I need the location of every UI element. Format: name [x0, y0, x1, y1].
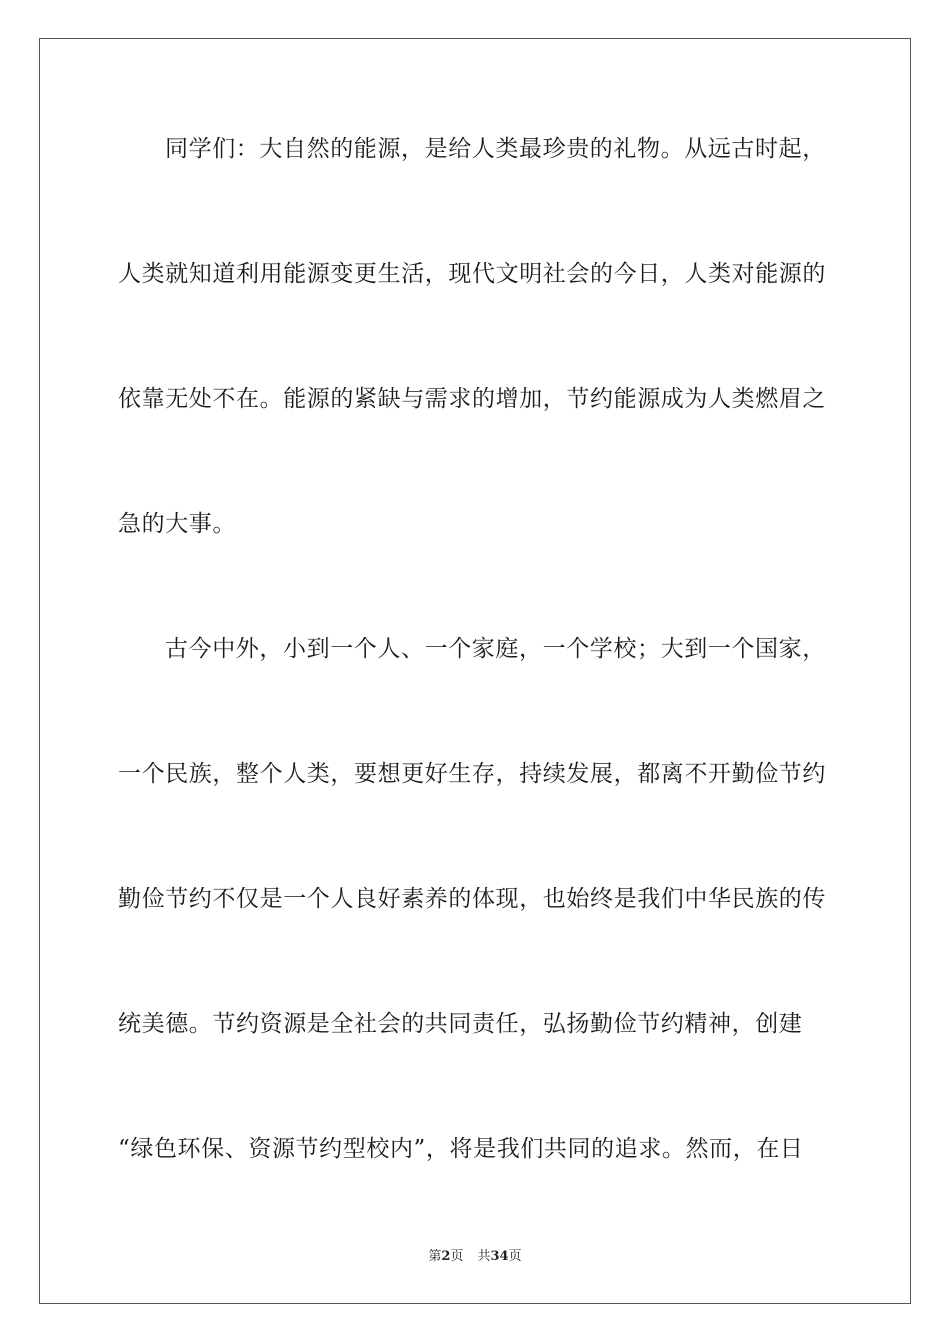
paragraph-2-line-3: 勤俭节约不仅是一个人良好素养的体现，也始终是我们中华民族的传: [118, 886, 826, 912]
footer-page-prefix: 第: [428, 1249, 442, 1264]
footer-total-suffix: 页: [508, 1249, 522, 1264]
paragraph-1-line-4: 急的大事。: [118, 511, 236, 537]
footer-page-number: 2: [441, 1249, 451, 1264]
paragraph-2-line-2: 一个民族，整个人类，要想更好生存，持续发展，都离不开勤俭节约: [118, 761, 826, 787]
paragraph-1-line-1: 同学们：大自然的能源，是给人类最珍贵的礼物。从远古时起，: [165, 136, 826, 162]
paragraph-1-line-3: 依靠无处不在。能源的紧缺与需求的增加，节约能源成为人类燃眉之: [118, 386, 826, 412]
paragraph-2-line-4: 统美德。节约资源是全社会的共同责任，弘扬勤俭节约精神，创建: [118, 1011, 803, 1037]
paragraph-2-line-5: “绿色环保、资源节约型校内”，将是我们共同的追求。然而，在日: [118, 1136, 804, 1162]
footer-page-suffix: 页: [450, 1249, 464, 1264]
paragraph-2-line-1: 古今中外，小到一个人、一个家庭，一个学校；大到一个国家，: [165, 636, 826, 662]
paragraph-1-line-2: 人类就知道利用能源变更生活，现代文明社会的今日，人类对能源的: [118, 261, 826, 287]
page-border: [39, 38, 911, 1304]
footer-total-prefix: 共: [477, 1249, 491, 1264]
footer-total-pages: 34: [490, 1249, 509, 1264]
page-footer: [0, 1248, 950, 1266]
